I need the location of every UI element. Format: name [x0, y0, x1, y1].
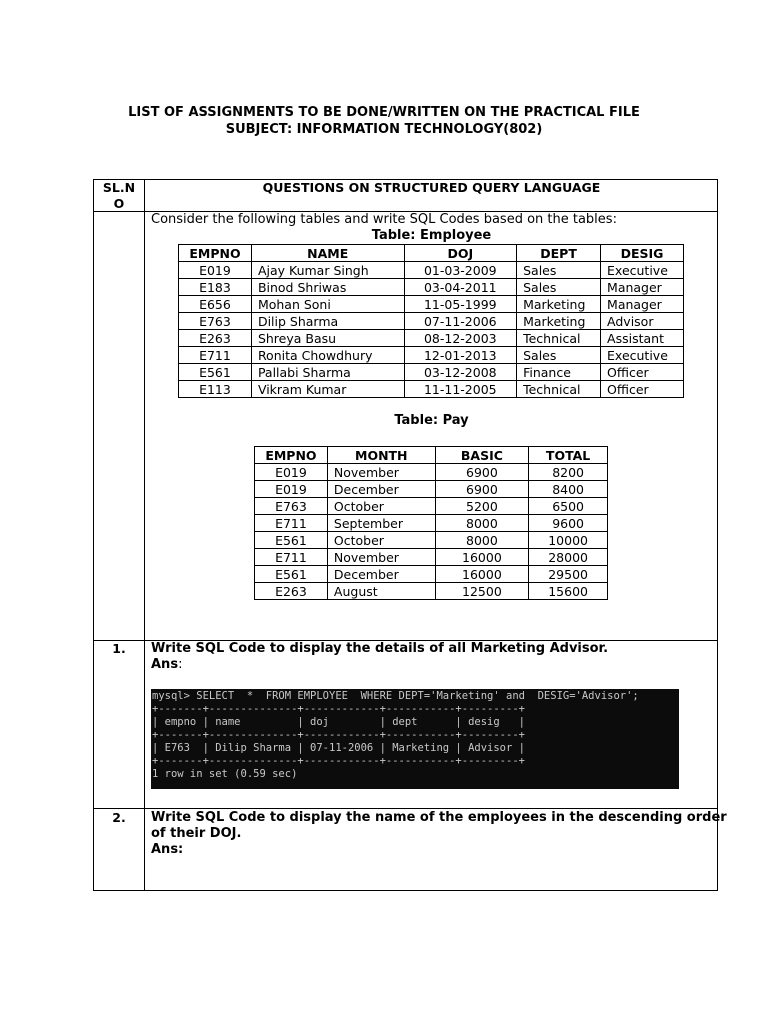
table-cell: Executive — [601, 262, 684, 279]
table-cell: 10000 — [529, 532, 608, 549]
terminal-separator: +-------+--------------+------------+-----------+---------+ — [152, 755, 525, 767]
table-cell: Executive — [601, 347, 684, 364]
table-cell: 01-03-2009 — [404, 262, 517, 279]
column-header: MONTH — [327, 447, 435, 464]
table-row — [179, 262, 684, 279]
table-cell: Technical — [517, 330, 601, 347]
table-cell: E711 — [255, 515, 328, 532]
table-cell: Binod Shriwas — [251, 279, 404, 296]
document-title: LIST OF ASSIGNMENTS TO BE DONE/WRITTEN ON THE PRACTICAL FILE — [128, 105, 640, 120]
table-cell: 11-11-2005 — [404, 381, 517, 398]
table-cell: 08-12-2003 — [404, 330, 517, 347]
table-cell: E019 — [179, 262, 252, 279]
table-cell: Marketing — [517, 296, 601, 313]
question-1-text: Write SQL Code to display the details of all Marketing Advisor. — [151, 641, 609, 656]
slno-header: SL.N O — [102, 180, 136, 211]
mysql-terminal-output — [151, 689, 679, 789]
table-cell: E561 — [255, 532, 328, 549]
table-row — [255, 481, 608, 498]
terminal-separator: +-------+--------------+------------+-----------+---------+ — [152, 703, 525, 715]
table-cell: E183 — [179, 279, 252, 296]
table-cell: Finance — [517, 364, 601, 381]
table-cell: Officer — [601, 364, 684, 381]
table-cell: E113 — [179, 381, 252, 398]
table-cell: Sales — [517, 262, 601, 279]
terminal-query: mysql> SELECT * FROM EMPLOYEE WHERE DEPT='Marketing' and DESIG='Advisor'; — [152, 690, 639, 702]
table-cell: E561 — [255, 566, 328, 583]
table-row — [255, 464, 608, 481]
table-cell: 8000 — [435, 515, 529, 532]
table-cell: August — [327, 583, 435, 600]
table-cell: Pallabi Sharma — [251, 364, 404, 381]
table-cell: Assistant — [601, 330, 684, 347]
table-cell: Vikram Kumar — [251, 381, 404, 398]
table-cell: 9600 — [529, 515, 608, 532]
terminal-footer: 1 row in set (0.59 sec) — [152, 768, 298, 780]
table-cell: Mohan Soni — [251, 296, 404, 313]
table-cell: 28000 — [529, 549, 608, 566]
table-cell: October — [327, 498, 435, 515]
table-cell: E019 — [255, 481, 328, 498]
terminal-separator: +-------+--------------+------------+-----------+---------+ — [152, 729, 525, 741]
table-cell: Sales — [517, 347, 601, 364]
table-row — [255, 515, 608, 532]
table-cell: 8000 — [435, 532, 529, 549]
column-header: EMPNO — [255, 447, 328, 464]
questions-header: QUESTIONS ON STRUCTURED QUERY LANGUAGE — [262, 180, 601, 195]
table-row — [255, 583, 608, 600]
table-cell: 8400 — [529, 481, 608, 498]
table-cell: Manager — [601, 279, 684, 296]
table-cell: 6500 — [529, 498, 608, 515]
question-2-answer-label: Ans: — [151, 842, 184, 857]
table-cell: Dilip Sharma — [251, 313, 404, 330]
table-cell: E763 — [255, 498, 328, 515]
question-1-number: 1. — [112, 641, 126, 656]
question-2-text-line1: Write SQL Code to display the name of the employees in the descending order — [151, 810, 727, 825]
table-cell: E263 — [179, 330, 252, 347]
column-header: TOTAL — [529, 447, 608, 464]
table-cell: 07-11-2006 — [404, 313, 517, 330]
question-1-answer-label: Ans: — [151, 657, 183, 672]
table-row — [179, 313, 684, 330]
table-cell: E711 — [255, 549, 328, 566]
table-cell: Ronita Chowdhury — [251, 347, 404, 364]
table-cell: December — [327, 566, 435, 583]
table-cell: E711 — [179, 347, 252, 364]
table-cell: 15600 — [529, 583, 608, 600]
table-row — [255, 498, 608, 515]
table-row — [179, 347, 684, 364]
question-2-text-line2: of their DOJ. — [151, 826, 242, 841]
table-cell: October — [327, 532, 435, 549]
table-row — [255, 566, 608, 583]
table-cell: December — [327, 481, 435, 498]
column-header: DESIG — [601, 245, 684, 262]
column-header: NAME — [251, 245, 404, 262]
table-cell: 8200 — [529, 464, 608, 481]
column-header: EMPNO — [179, 245, 252, 262]
table-cell: 29500 — [529, 566, 608, 583]
document-subject: SUBJECT: INFORMATION TECHNOLOGY(802) — [225, 122, 543, 137]
table-cell: Sales — [517, 279, 601, 296]
table-cell: E561 — [179, 364, 252, 381]
terminal-header: | empno | name | doj | dept | desig | — [152, 716, 525, 728]
column-header: DEPT — [517, 245, 601, 262]
table-cell: Technical — [517, 381, 601, 398]
column-divider — [144, 179, 145, 891]
employee-table — [178, 244, 684, 398]
table-cell: 12-01-2013 — [404, 347, 517, 364]
table-cell: 16000 — [435, 549, 529, 566]
table-cell: E763 — [179, 313, 252, 330]
table-cell: Shreya Basu — [251, 330, 404, 347]
table-cell: E656 — [179, 296, 252, 313]
table-cell: E019 — [255, 464, 328, 481]
question-2-number: 2. — [112, 810, 126, 825]
table-cell: 03-04-2011 — [404, 279, 517, 296]
table-cell: Manager — [601, 296, 684, 313]
column-header: DOJ — [404, 245, 517, 262]
table-row — [179, 330, 684, 347]
table-cell: Ajay Kumar Singh — [251, 262, 404, 279]
column-header: BASIC — [435, 447, 529, 464]
table-cell: Advisor — [601, 313, 684, 330]
table-cell: E263 — [255, 583, 328, 600]
terminal-row: | E763 | Dilip Sharma | 07-11-2006 | Marketing | Advisor | — [152, 742, 525, 754]
table-cell: September — [327, 515, 435, 532]
table-header-row — [179, 245, 684, 262]
pay-table — [254, 446, 608, 600]
pay-table-title: Table: Pay — [394, 413, 469, 428]
table-cell: 16000 — [435, 566, 529, 583]
table-cell: 12500 — [435, 583, 529, 600]
row-divider — [93, 808, 718, 809]
table-cell: Officer — [601, 381, 684, 398]
table-cell: November — [327, 464, 435, 481]
table-cell: 11-05-1999 — [404, 296, 517, 313]
table-cell: 6900 — [435, 481, 529, 498]
table-row — [255, 549, 608, 566]
table-cell: 5200 — [435, 498, 529, 515]
table-row — [179, 279, 684, 296]
table-row — [179, 296, 684, 313]
table-cell: 03-12-2008 — [404, 364, 517, 381]
table-cell: November — [327, 549, 435, 566]
table-cell: Marketing — [517, 313, 601, 330]
employee-table-title: Table: Employee — [371, 228, 492, 243]
table-cell: 6900 — [435, 464, 529, 481]
table-row — [179, 364, 684, 381]
table-row — [179, 381, 684, 398]
table-row — [255, 532, 608, 549]
table-header-row — [255, 447, 608, 464]
intro-text: Consider the following tables and write SQL Codes based on the tables: — [151, 212, 617, 227]
